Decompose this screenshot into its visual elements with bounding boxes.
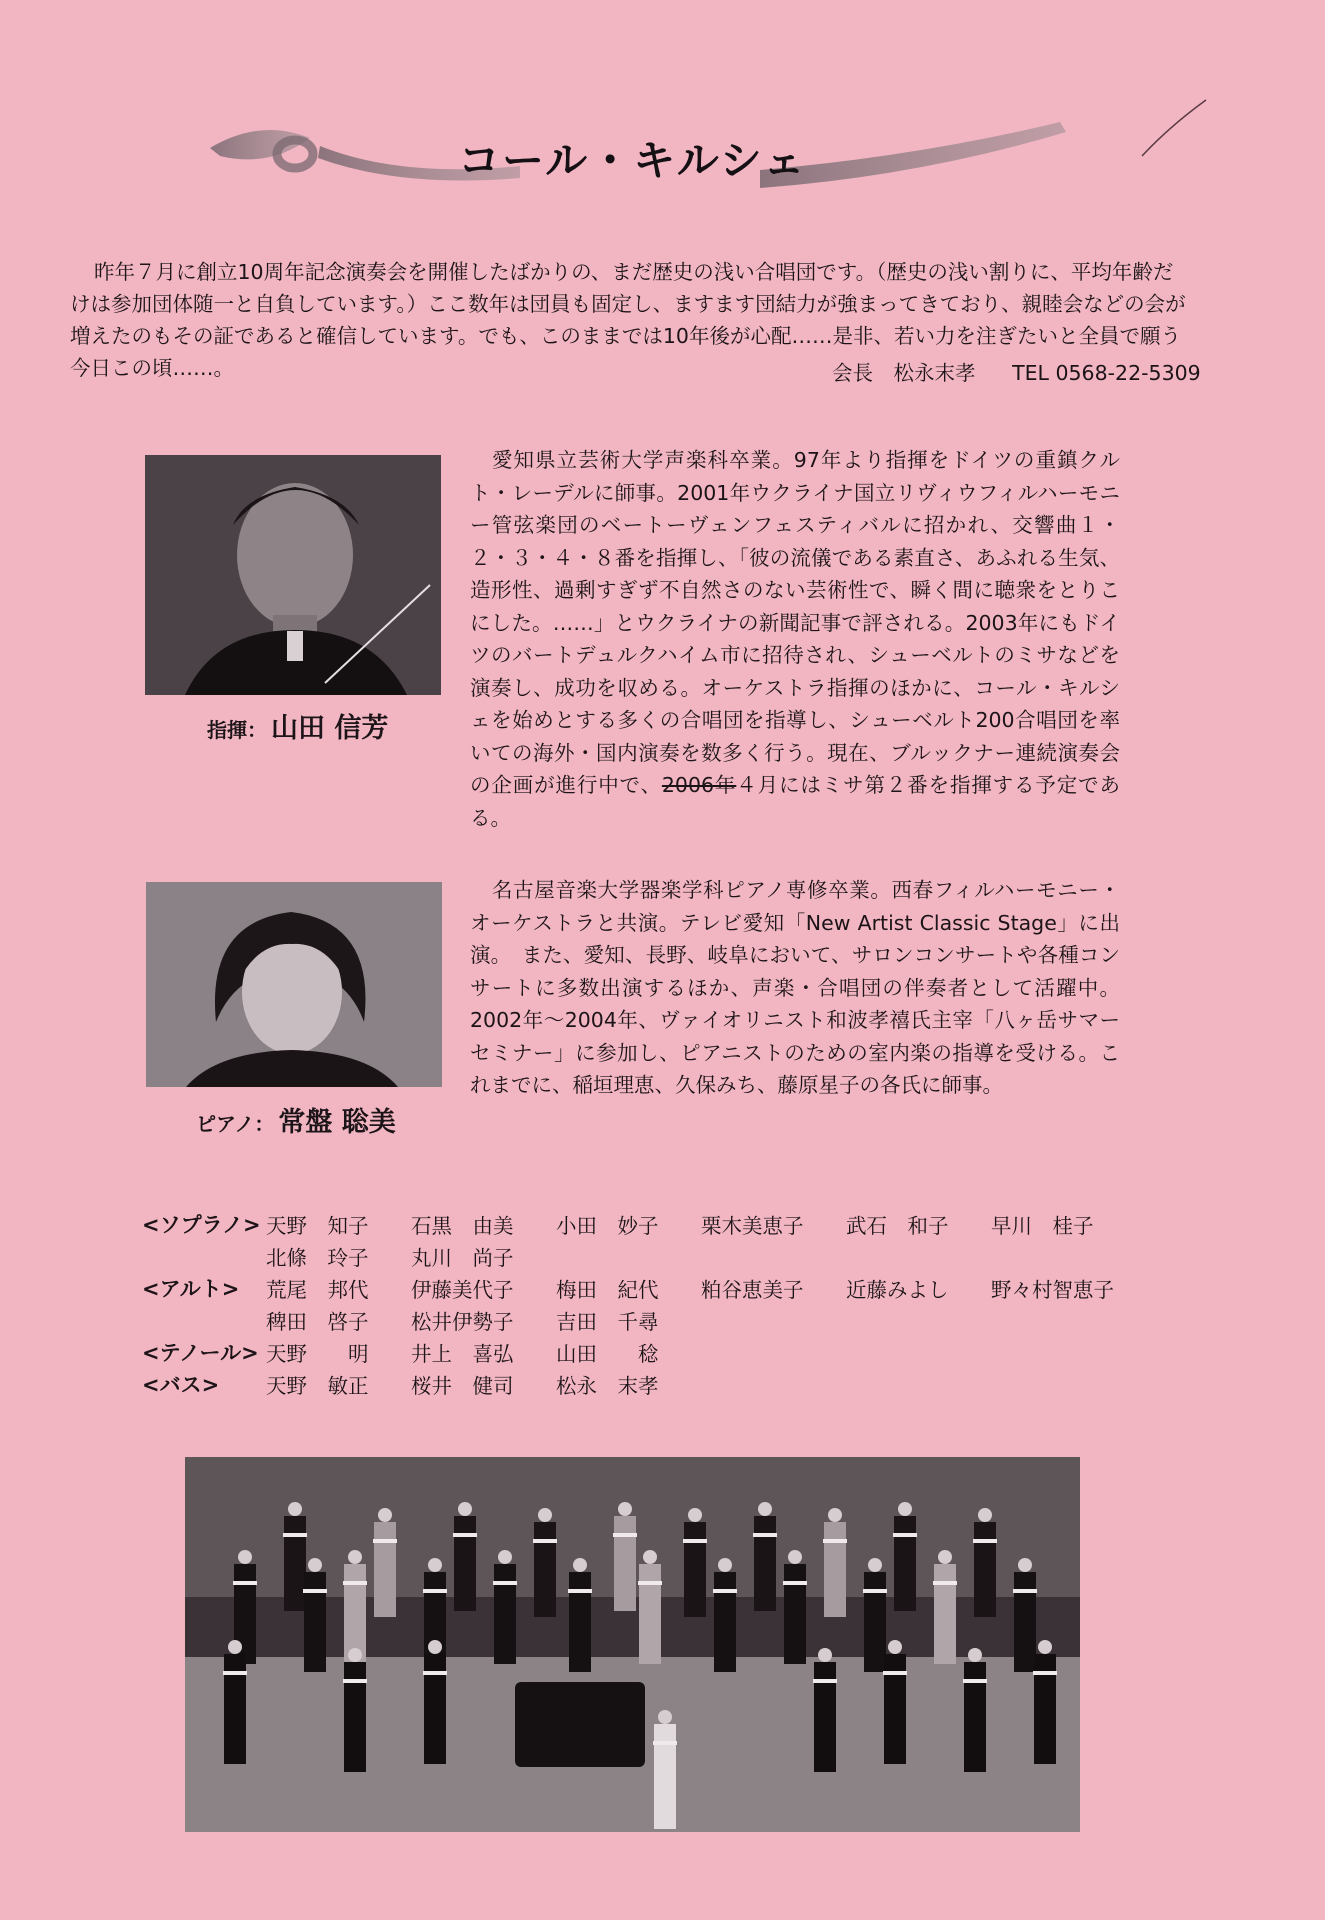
singer-figure [343, 1648, 367, 1772]
member-name: 伊藤美代子 [411, 1278, 514, 1302]
member-name: 松永 末孝 [556, 1374, 659, 1398]
member-name: 天野 知子 [266, 1214, 369, 1238]
singer-figure [973, 1508, 997, 1617]
member-name: 野々村智恵子 [991, 1278, 1114, 1302]
singer-figure [453, 1502, 477, 1611]
voice-part-label: <テノール> [142, 1341, 259, 1365]
pianist-bio: 名古屋音楽大学器楽学科ピアノ専修卒業。西春フィルハーモニー・オーケストラと共演。テレビ愛知「New Artist Classic Stage」に出演。 また、愛知、長野、岐阜において、サロンコンサートや各種コンサートに多数出演するほか、声楽・合唱団の伴奏者として活躍中。2002年～2004年、ヴァイオリニスト和波孝禧氏主宰「八ヶ岳サマーセミナー」に参加し、ピアニストのための室内楽の指導を受ける。これまでに、稲垣理恵、久保みち、藤原星子の各氏に師事。 [470, 878, 1120, 1097]
title-banner [200, 108, 1070, 218]
singer-figure [533, 1508, 557, 1617]
voice-part-label: <ソプラノ> [142, 1213, 261, 1237]
singer-figure [1033, 1640, 1057, 1764]
pianist-name: 常盤 聡美 [278, 1107, 396, 1138]
singer-figure [823, 1508, 847, 1617]
voice-part-label [142, 1304, 266, 1336]
member-name: 梅田 紀代 [556, 1278, 659, 1302]
singer-figure [883, 1640, 907, 1764]
member-name: 武石 和子 [846, 1214, 949, 1238]
singer-figure [638, 1550, 662, 1664]
member-row [142, 1240, 1136, 1272]
singer-figure [613, 1502, 637, 1611]
singer-figure [223, 1640, 247, 1764]
member-name: 小田 妙子 [556, 1214, 659, 1238]
singer-figure [283, 1502, 307, 1611]
voice-part-label [142, 1240, 266, 1272]
singer-figure [303, 1558, 327, 1672]
choir-stage-illustration [185, 1457, 1080, 1832]
intro-paragraph: 昨年７月に創立10周年記念演奏会を開催したばかりの、まだ歴史の浅い合唱団です。（歴史の浅い割りに、平均年齢だけは参加団体随一と自負しています。）ここ数年は団員も固定し、ますます団結力が強まってきており、親睦会などの会が増えたのもその証であると確信しています。でも、このままでは10年後が心配……是非、若い力を注ぎたいと全員で願う今日この頃……。 [70, 260, 1186, 380]
choir-group-photo [185, 1457, 1080, 1832]
member-name: 丸川 尚子 [411, 1246, 514, 1270]
member-name: 早川 桂子 [991, 1214, 1094, 1238]
voice-part-label: <バス> [142, 1373, 220, 1397]
pianist-role: ピアノ： [196, 1112, 275, 1136]
member-name: 桜井 健司 [411, 1374, 514, 1398]
member-list [142, 1208, 1136, 1400]
member-name: 天野 敏正 [266, 1374, 369, 1398]
conductor-bio: 愛知県立芸術大学声楽科卒業。97年より指揮をドイツの重鎮クルト・レーデルに師事。2001年ウクライナ国立リヴィウフィルハーモニー管弦楽団のベートーヴェンフェスティバルに招かれ、交響曲１・２・３・４・８番を指揮し、「彼の流儀である素直さ、あふれる生気、造形性、過剰すぎず不自然さのない芸術性で、瞬く間に聴衆をとりこにした。……」とウクライナの新聞記事で評される。2003年にもドイツのバートデュルクハイム市に招待され、シューベルトのミサなどを演奏し、成功を収める。オーケストラ指揮のほかに、コール・キルシェを始めとする多くの合唱団を指導し、シューベルト200合唱団を率いての海外・国内演奏を数多く行う。現在、ブルックナー連続演奏会の企画が進行中で、2006年４月にはミサ第２番を指揮する予定である。 [470, 448, 1121, 830]
member-name: 天野 明 [266, 1342, 369, 1366]
member-row [142, 1304, 1136, 1336]
corner-stroke [1140, 96, 1210, 166]
voice-part-label: <アルト> [142, 1277, 240, 1301]
singer-figure [933, 1550, 957, 1664]
singer-figure [783, 1550, 807, 1664]
member-name: 近藤みよし [846, 1278, 949, 1302]
conductor-name: 山田 信芳 [271, 713, 389, 744]
member-row [142, 1368, 1136, 1400]
singer-figure [373, 1508, 397, 1617]
singer-figure [568, 1558, 592, 1672]
pianist-caption [196, 1100, 396, 1139]
singer-figure [423, 1640, 447, 1764]
member-name: 松井伊勢子 [411, 1310, 514, 1334]
member-name: 北條 玲子 [266, 1246, 369, 1270]
member-name: 稗田 啓子 [266, 1310, 369, 1334]
conductor-photo [145, 455, 441, 695]
intro-signature [818, 356, 1201, 386]
singer-figure [1013, 1558, 1037, 1672]
singer-figure [893, 1502, 917, 1611]
president-name: 松永末孝 [893, 361, 976, 385]
member-row [142, 1336, 1136, 1368]
member-row [142, 1272, 1136, 1304]
singer-figure [493, 1550, 517, 1664]
conductor-caption [207, 706, 388, 745]
member-name: 吉田 千尋 [556, 1310, 659, 1334]
member-name: 粕谷恵美子 [701, 1278, 804, 1302]
page-title: コール・キルシェ [458, 136, 807, 185]
member-name: 山田 稔 [556, 1342, 659, 1366]
singer-figure [813, 1648, 837, 1772]
singer-figure [963, 1648, 987, 1772]
member-name: 荒尾 邦代 [266, 1278, 369, 1302]
president-role: 会長 [832, 361, 873, 385]
member-name: 井上 喜弘 [411, 1342, 514, 1366]
member-name: 栗木美恵子 [701, 1214, 804, 1238]
singer-figure [653, 1710, 677, 1829]
singer-figure [713, 1558, 737, 1672]
pianist-photo [146, 882, 442, 1087]
singer-figure [753, 1502, 777, 1611]
member-row [142, 1208, 1136, 1240]
singer-figure [343, 1550, 367, 1664]
member-name: 石黒 由美 [411, 1214, 514, 1238]
phone-number: TEL 0568-22-5309 [1012, 361, 1201, 385]
singer-figure [863, 1558, 887, 1672]
conductor-role: 指揮： [207, 718, 267, 742]
singer-figure [683, 1508, 707, 1617]
struck-year: 2006年 [661, 773, 737, 797]
